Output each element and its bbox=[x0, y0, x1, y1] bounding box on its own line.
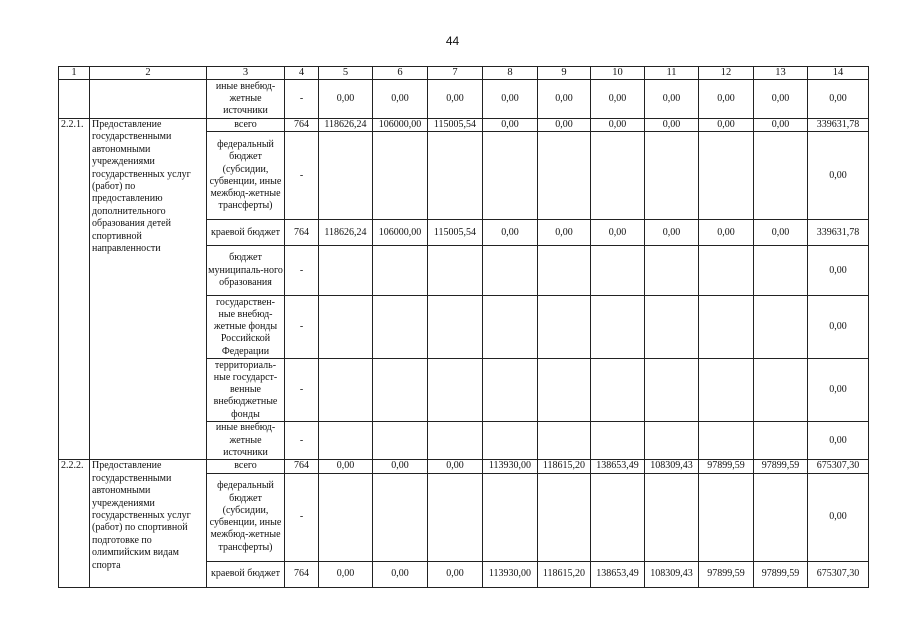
value-cell: 764 bbox=[285, 561, 319, 587]
value-cell bbox=[645, 473, 699, 561]
funding-source: государствен-ные внебюд-жетные фонды Российской Федерации bbox=[207, 296, 285, 359]
column-header: 14 bbox=[808, 67, 869, 80]
value-cell bbox=[699, 246, 754, 296]
value-cell: - bbox=[285, 422, 319, 460]
table-header-row bbox=[59, 67, 869, 80]
value-cell bbox=[483, 473, 538, 561]
value-cell: 0,00 bbox=[428, 80, 483, 119]
value-cell: 0,00 bbox=[319, 80, 373, 119]
funding-source: бюджет муниципаль-ного образования bbox=[207, 246, 285, 296]
value-cell: 108309,43 bbox=[645, 460, 699, 473]
value-cell: 0,00 bbox=[754, 119, 808, 132]
value-cell bbox=[591, 296, 645, 359]
value-cell bbox=[699, 359, 754, 422]
budget-table bbox=[58, 66, 869, 588]
value-cell bbox=[373, 296, 428, 359]
column-header: 5 bbox=[319, 67, 373, 80]
value-cell bbox=[373, 246, 428, 296]
funding-source: территориаль-ные государст-венные внебюджетные фонды bbox=[207, 359, 285, 422]
value-cell: 138653,49 bbox=[591, 460, 645, 473]
value-cell bbox=[645, 246, 699, 296]
value-cell bbox=[591, 246, 645, 296]
value-cell bbox=[645, 359, 699, 422]
value-cell: 115005,54 bbox=[428, 119, 483, 132]
value-cell: 0,00 bbox=[591, 220, 645, 246]
funding-source: иные внебюд-жетные источники bbox=[207, 422, 285, 460]
value-cell bbox=[538, 359, 591, 422]
value-cell: 0,00 bbox=[591, 119, 645, 132]
item-name: Предоставление государственными автономными учреждениями государственных услуг (работ) по спортивной подготовке по олимпийским видам спорта bbox=[90, 460, 207, 587]
value-cell: 0,00 bbox=[754, 220, 808, 246]
funding-source: всего bbox=[207, 119, 285, 132]
page-number: 44 bbox=[445, 34, 460, 48]
value-cell bbox=[428, 473, 483, 561]
table-row bbox=[59, 119, 869, 132]
value-cell: 0,00 bbox=[319, 460, 373, 473]
funding-source: краевой бюджет bbox=[207, 220, 285, 246]
item-name bbox=[90, 80, 207, 119]
value-cell bbox=[428, 422, 483, 460]
value-cell: 0,00 bbox=[645, 220, 699, 246]
value-cell bbox=[538, 422, 591, 460]
value-cell: 0,00 bbox=[808, 296, 869, 359]
value-cell bbox=[319, 296, 373, 359]
value-cell: 0,00 bbox=[538, 220, 591, 246]
value-cell bbox=[373, 473, 428, 561]
value-cell: 0,00 bbox=[699, 80, 754, 119]
funding-source: иные внебюд-жетные источники bbox=[207, 80, 285, 119]
value-cell bbox=[428, 132, 483, 220]
value-cell bbox=[483, 132, 538, 220]
table-row bbox=[59, 460, 869, 473]
item-code: 2.2.2. bbox=[59, 460, 90, 587]
value-cell: 0,00 bbox=[428, 561, 483, 587]
value-cell bbox=[754, 246, 808, 296]
value-cell: 0,00 bbox=[808, 422, 869, 460]
item-code: 2.2.1. bbox=[59, 119, 90, 460]
table-row bbox=[59, 80, 869, 119]
column-header: 3 bbox=[207, 67, 285, 80]
value-cell: 97899,59 bbox=[754, 561, 808, 587]
value-cell: 97899,59 bbox=[754, 460, 808, 473]
funding-source: всего bbox=[207, 460, 285, 473]
value-cell: 0,00 bbox=[808, 359, 869, 422]
value-cell bbox=[483, 296, 538, 359]
value-cell: 0,00 bbox=[808, 80, 869, 119]
column-header: 11 bbox=[645, 67, 699, 80]
value-cell bbox=[754, 132, 808, 220]
value-cell bbox=[428, 296, 483, 359]
column-header: 2 bbox=[90, 67, 207, 80]
column-header: 7 bbox=[428, 67, 483, 80]
value-cell bbox=[591, 359, 645, 422]
value-cell: 764 bbox=[285, 220, 319, 246]
value-cell: - bbox=[285, 80, 319, 119]
value-cell: 118626,24 bbox=[319, 220, 373, 246]
value-cell bbox=[538, 132, 591, 220]
value-cell bbox=[645, 422, 699, 460]
value-cell bbox=[319, 359, 373, 422]
column-header: 12 bbox=[699, 67, 754, 80]
value-cell bbox=[699, 473, 754, 561]
item-code bbox=[59, 80, 90, 119]
value-cell bbox=[699, 422, 754, 460]
value-cell: 0,00 bbox=[373, 561, 428, 587]
value-cell bbox=[754, 422, 808, 460]
value-cell bbox=[483, 422, 538, 460]
value-cell bbox=[699, 132, 754, 220]
funding-source: краевой бюджет bbox=[207, 561, 285, 587]
value-cell bbox=[373, 359, 428, 422]
value-cell bbox=[319, 132, 373, 220]
value-cell: 339631,78 bbox=[808, 220, 869, 246]
value-cell: - bbox=[285, 296, 319, 359]
value-cell bbox=[699, 296, 754, 359]
value-cell: 0,00 bbox=[373, 80, 428, 119]
value-cell: 113930,00 bbox=[483, 460, 538, 473]
value-cell: 0,00 bbox=[699, 220, 754, 246]
value-cell: 339631,78 bbox=[808, 119, 869, 132]
column-header: 8 bbox=[483, 67, 538, 80]
value-cell: 0,00 bbox=[699, 119, 754, 132]
column-header: 10 bbox=[591, 67, 645, 80]
value-cell: - bbox=[285, 473, 319, 561]
value-cell bbox=[645, 132, 699, 220]
column-header: 6 bbox=[373, 67, 428, 80]
value-cell: 97899,59 bbox=[699, 460, 754, 473]
value-cell bbox=[483, 359, 538, 422]
item-name: Предоставление государственными автономными учреждениями государственных услуг (работ) по предоставлению дополнительного образования детей спортивной направленности bbox=[90, 119, 207, 460]
value-cell bbox=[319, 422, 373, 460]
value-cell bbox=[483, 246, 538, 296]
funding-source: федеральный бюджет (субсидии, субвенции, иные межбюд-жетные трансферты) bbox=[207, 473, 285, 561]
value-cell: 675307,30 bbox=[808, 561, 869, 587]
value-cell: 106000,00 bbox=[373, 119, 428, 132]
value-cell: 0,00 bbox=[538, 119, 591, 132]
value-cell bbox=[428, 246, 483, 296]
value-cell: - bbox=[285, 359, 319, 422]
value-cell: 97899,59 bbox=[699, 561, 754, 587]
value-cell: 108309,43 bbox=[645, 561, 699, 587]
value-cell: 0,00 bbox=[483, 220, 538, 246]
value-cell: 0,00 bbox=[538, 80, 591, 119]
value-cell: 113930,00 bbox=[483, 561, 538, 587]
value-cell: 138653,49 bbox=[591, 561, 645, 587]
value-cell: 0,00 bbox=[483, 80, 538, 119]
value-cell: 118615,20 bbox=[538, 460, 591, 473]
value-cell: 0,00 bbox=[808, 473, 869, 561]
column-header: 1 bbox=[59, 67, 90, 80]
value-cell bbox=[428, 359, 483, 422]
value-cell: 0,00 bbox=[428, 460, 483, 473]
value-cell: 0,00 bbox=[483, 119, 538, 132]
value-cell bbox=[319, 246, 373, 296]
value-cell: 106000,00 bbox=[373, 220, 428, 246]
value-cell bbox=[591, 132, 645, 220]
value-cell: 0,00 bbox=[808, 246, 869, 296]
value-cell: - bbox=[285, 132, 319, 220]
value-cell bbox=[591, 422, 645, 460]
value-cell: 115005,54 bbox=[428, 220, 483, 246]
value-cell bbox=[754, 359, 808, 422]
value-cell: 0,00 bbox=[319, 561, 373, 587]
value-cell: 0,00 bbox=[645, 80, 699, 119]
value-cell: 0,00 bbox=[645, 119, 699, 132]
value-cell: 0,00 bbox=[591, 80, 645, 119]
value-cell bbox=[591, 473, 645, 561]
funding-source: федеральный бюджет (субсидии, субвенции, иные межбюд-жетные трансферты) bbox=[207, 132, 285, 220]
value-cell: 0,00 bbox=[808, 132, 869, 220]
value-cell: 0,00 bbox=[373, 460, 428, 473]
value-cell bbox=[538, 246, 591, 296]
value-cell bbox=[754, 296, 808, 359]
value-cell bbox=[319, 473, 373, 561]
value-cell: 764 bbox=[285, 119, 319, 132]
column-header: 4 bbox=[285, 67, 319, 80]
value-cell: - bbox=[285, 246, 319, 296]
value-cell bbox=[373, 132, 428, 220]
value-cell: 0,00 bbox=[754, 80, 808, 119]
value-cell bbox=[373, 422, 428, 460]
column-header: 9 bbox=[538, 67, 591, 80]
value-cell bbox=[538, 296, 591, 359]
column-header: 13 bbox=[754, 67, 808, 80]
value-cell: 118615,20 bbox=[538, 561, 591, 587]
value-cell: 764 bbox=[285, 460, 319, 473]
value-cell bbox=[538, 473, 591, 561]
value-cell: 118626,24 bbox=[319, 119, 373, 132]
value-cell: 675307,30 bbox=[808, 460, 869, 473]
value-cell bbox=[645, 296, 699, 359]
value-cell bbox=[754, 473, 808, 561]
